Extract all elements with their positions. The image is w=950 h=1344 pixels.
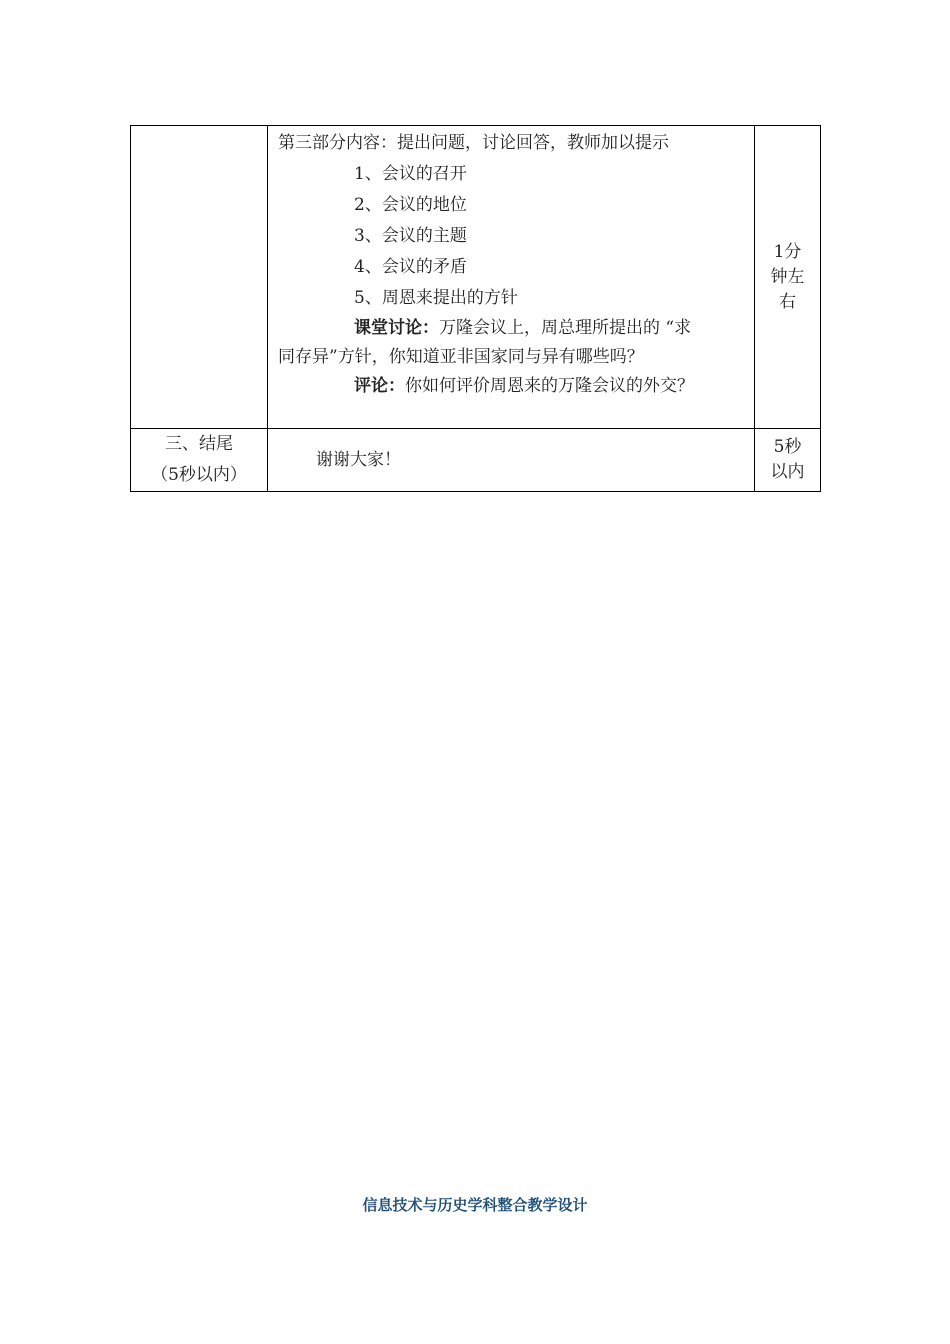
class-discussion xyxy=(278,314,746,401)
time-cell xyxy=(755,429,821,492)
stage-cell-empty xyxy=(131,126,268,429)
list-item: 5、周恩来提出的方针 xyxy=(354,288,518,308)
table-row xyxy=(131,126,821,429)
section-intro: 第三部分内容：提出问题，讨论回答，教师加以提示 xyxy=(278,133,669,153)
time-duration: 1分钟左右 xyxy=(770,241,805,312)
stage-cell xyxy=(131,429,268,492)
comment-text: 你如何评价周恩来的万隆会议的外交？ xyxy=(405,376,694,396)
list-item: 1、会议的召开 xyxy=(354,164,467,184)
stage-title: 三、结尾 xyxy=(165,434,233,454)
discussion-label: 课堂讨论： xyxy=(354,318,439,338)
time-cell xyxy=(755,126,821,429)
list-item: 2、会议的地位 xyxy=(354,195,467,215)
discussion-text: 万隆会议上，周总理所提出的 “求 xyxy=(439,318,692,338)
content-cell xyxy=(268,429,755,492)
list-item: 3、会议的主题 xyxy=(354,226,467,246)
closing-text: 谢谢大家！ xyxy=(316,450,401,470)
discussion-text-continued: 同存异”方针，你知道亚非国家同与异有哪些吗？ xyxy=(278,347,644,367)
page-footer: 信息技术与历史学科整合教学设计 xyxy=(362,1196,588,1214)
list-item: 4、会议的矛盾 xyxy=(354,257,467,277)
comment-label: 评论： xyxy=(354,376,405,396)
table-row xyxy=(131,429,821,492)
lesson-plan-table xyxy=(130,125,821,492)
question-list xyxy=(278,159,746,314)
stage-duration: （5秒以内） xyxy=(151,465,247,485)
time-duration: 5秒以内 xyxy=(770,437,805,482)
content-cell xyxy=(268,126,755,429)
